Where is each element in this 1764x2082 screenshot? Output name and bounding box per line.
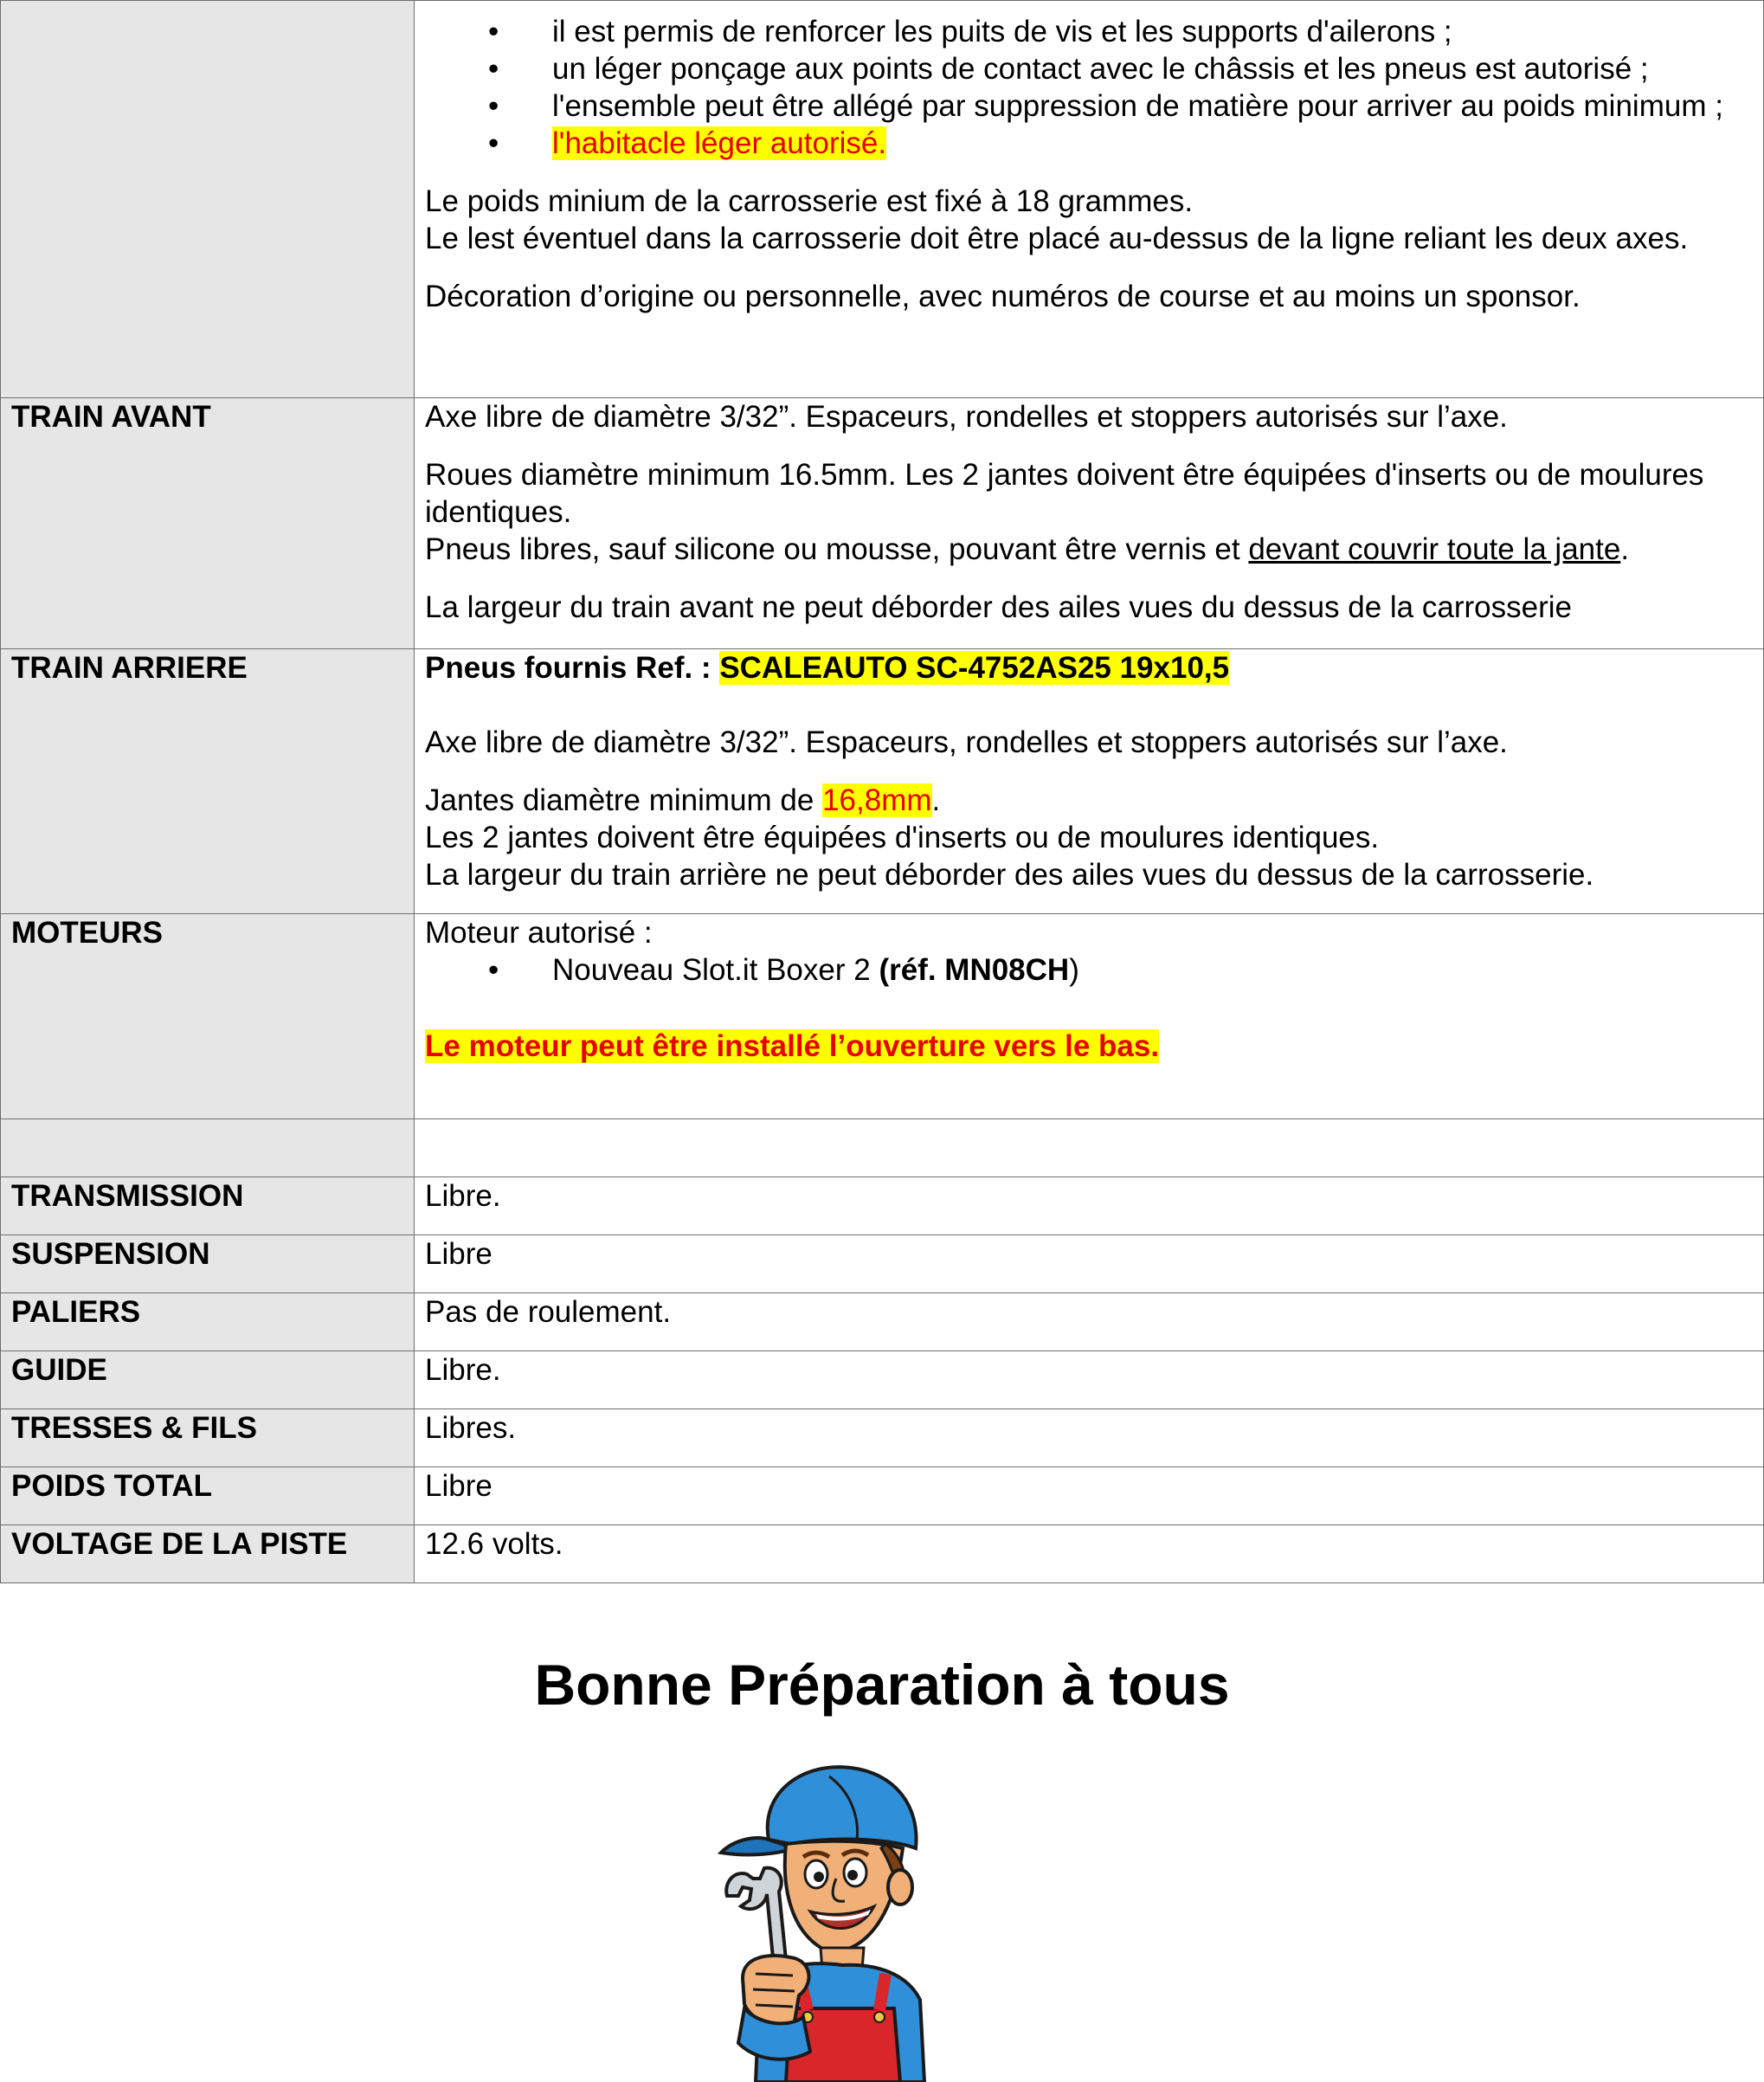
carrosserie-decoration: Décoration d’origine ou personnelle, avec numéros de course et au moins un sponsor. bbox=[425, 280, 1581, 313]
underlined-text: devant couvrir toute la jante bbox=[1248, 532, 1621, 566]
row-label-paliers: PALIERS bbox=[1, 1293, 415, 1351]
table-row bbox=[1, 1235, 1764, 1293]
highlighted-text: l'habitacle léger autorisé. bbox=[552, 126, 887, 160]
row-label-poids-total: POIDS TOTAL bbox=[1, 1467, 415, 1525]
row-label-empty bbox=[1, 1, 415, 398]
highlighted-text: 16,8mm bbox=[822, 783, 932, 817]
train-avant-largeur: La largeur du train avant ne peut déborder des ailes vues du dessus de la carrosserie bbox=[425, 590, 1572, 624]
table-row bbox=[1, 1409, 1764, 1467]
row-content-moteurs bbox=[415, 914, 1764, 1119]
row-label-guide: GUIDE bbox=[1, 1351, 415, 1409]
row-value-tresses-fils: Libres. bbox=[415, 1409, 1764, 1467]
row-empty bbox=[1, 1119, 1764, 1177]
row-content-carrosserie bbox=[415, 1, 1764, 398]
list-item: • il est permis de renforcer les puits de vis et les supports d'ailerons ; bbox=[425, 13, 1753, 50]
row-value-transmission: Libre. bbox=[415, 1177, 1764, 1235]
row-content-empty bbox=[415, 1119, 1764, 1177]
table-row bbox=[1, 1293, 1764, 1351]
row-train-arriere bbox=[1, 649, 1764, 914]
bullet-icon: • bbox=[488, 89, 499, 123]
row-label-suspension: SUSPENSION bbox=[1, 1235, 415, 1293]
row-label-tresses-fils: TRESSES & FILS bbox=[1, 1409, 415, 1467]
closing-title: Bonne Préparation à tous bbox=[534, 1653, 1230, 1717]
carrosserie-bullet-list bbox=[425, 13, 1753, 162]
train-arriere-pneus: Pneus fournis Ref. : SCALEAUTO SC-4752AS25 19x10,5 bbox=[425, 651, 1230, 685]
row-label-voltage: VOLTAGE DE LA PISTE bbox=[1, 1525, 415, 1583]
table-row bbox=[1, 1467, 1764, 1525]
row-value-voltage: 12.6 volts. bbox=[415, 1525, 1764, 1583]
mechanic-with-wrench-icon bbox=[708, 1757, 942, 2082]
row-value-paliers: Pas de roulement. bbox=[415, 1293, 1764, 1351]
row-label-transmission: TRANSMISSION bbox=[1, 1177, 415, 1235]
bullet-icon: • bbox=[488, 15, 499, 48]
list-item: • l'ensemble peut être allégé par suppression de matière pour arriver au poids minimum ; bbox=[425, 87, 1753, 125]
moteurs-note: Le moteur peut être installé l’ouverture vers le bas. bbox=[425, 1029, 1160, 1063]
highlighted-text: SCALEAUTO SC-4752AS25 19x10,5 bbox=[719, 651, 1230, 685]
table-row bbox=[1, 1525, 1764, 1583]
row-label-empty bbox=[1, 1119, 415, 1177]
row-value-suspension: Libre bbox=[415, 1235, 1764, 1293]
train-avant-axe: Axe libre de diamètre 3/32”. Espaceurs, rondelles et stoppers autorisés sur l’axe. bbox=[425, 400, 1508, 434]
moteurs-bullet-list bbox=[425, 951, 1753, 989]
list-item: • un léger ponçage aux points de contact avec le châssis et les pneus est autorisé ; bbox=[425, 50, 1753, 87]
row-label-train-arriere: TRAIN ARRIERE bbox=[1, 649, 415, 914]
carrosserie-weight: Le poids minium de la carrosserie est fixé à 18 grammes. Le lest éventuel dans la carrosserie doit être placé au-dessus de la ligne reliant les deux axes. bbox=[425, 184, 1689, 255]
moteurs-intro: Moteur autorisé : bbox=[425, 916, 653, 950]
list-item: • Nouveau Slot.it Boxer 2 (réf. MN08CH) bbox=[425, 951, 1753, 989]
row-value-guide: Libre. bbox=[415, 1351, 1764, 1409]
train-arriere-axe: Axe libre de diamètre 3/32”. Espaceurs, rondelles et stoppers autorisés sur l’axe. bbox=[425, 725, 1508, 759]
row-label-train-avant: TRAIN AVANT bbox=[1, 398, 415, 649]
train-avant-roues: Roues diamètre minimum 16.5mm. Les 2 jantes doivent être équipées d'inserts ou de moulures identiques. Pneus libres, sauf silicone ou mousse, pouvant être vernis et devant couvrir toute la jante. bbox=[425, 458, 1704, 566]
bullet-icon: • bbox=[488, 126, 499, 160]
bullet-icon: • bbox=[488, 52, 499, 86]
table-row bbox=[1, 1177, 1764, 1235]
row-label-moteurs: MOTEURS bbox=[1, 914, 415, 1119]
row-content-train-avant bbox=[415, 398, 1764, 649]
list-item bbox=[425, 125, 1753, 162]
row-value-poids-total: Libre bbox=[415, 1467, 1764, 1525]
bullet-icon: • bbox=[488, 953, 499, 987]
row-carrosserie bbox=[1, 1, 1764, 398]
train-arriere-jantes: Jantes diamètre minimum de 16,8mm. Les 2 jantes doivent être équipées d'inserts ou de moulures identiques. La largeur du train arrière ne peut déborder des ailes vues du dessus de la carrosserie. bbox=[425, 783, 1594, 892]
row-moteurs bbox=[1, 914, 1764, 1119]
row-content-train-arriere bbox=[415, 649, 1764, 914]
row-train-avant bbox=[1, 398, 1764, 649]
table-row bbox=[1, 1351, 1764, 1409]
